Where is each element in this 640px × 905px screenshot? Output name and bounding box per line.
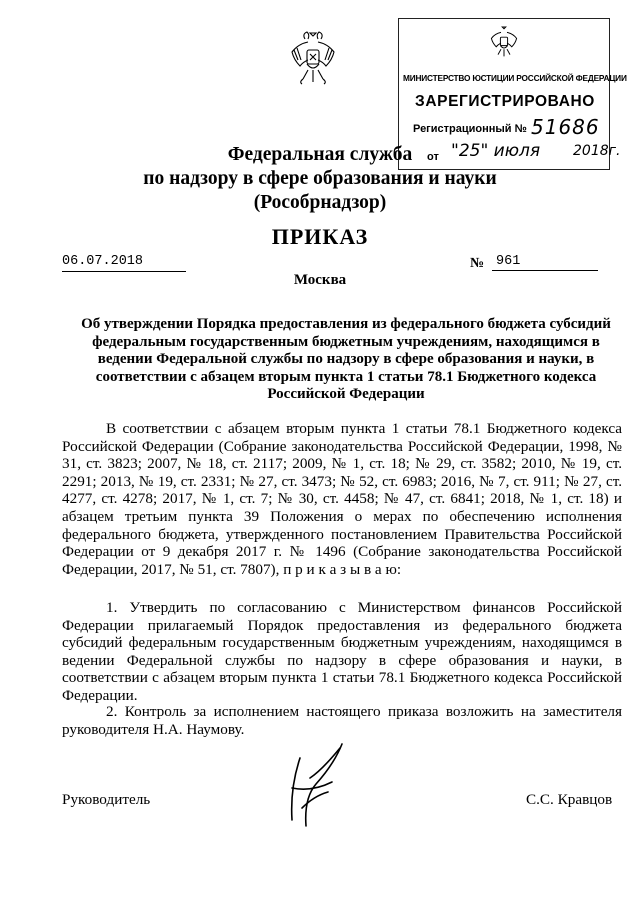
stamp-reg-label: Регистрационный № <box>413 123 527 135</box>
document-number-value: 961 <box>496 254 521 269</box>
stamp-emblem-icon <box>489 25 519 59</box>
stamp-registered: ЗАРЕГИСТРИРОВАНО <box>415 93 595 110</box>
stamp-date-prefix: от <box>427 151 439 163</box>
document-date-value: 06.07.2018 <box>62 254 144 269</box>
agency-name-line3: (Рособрнадзор) <box>253 192 387 213</box>
stamp-ministry: МИНИСТЕРСТВО ЮСТИЦИИ РОССИЙСКОЙ ФЕДЕРАЦИИ <box>403 73 627 83</box>
number-label: № <box>470 256 485 271</box>
stamp-year-handwritten: 2018г. <box>573 143 621 159</box>
item-2-text: 2. Контроль за исполнением настоящего приказа возложить на заместителя руководителя Н.А. Наумову. <box>62 703 622 738</box>
city: Москва <box>293 272 347 288</box>
document-number <box>492 254 598 271</box>
signer-position: Руководитель <box>62 791 151 808</box>
signer-name: С.С. Кравцов <box>526 791 613 808</box>
stamp-date-handwritten: "25" июля <box>451 141 541 161</box>
document-title: Об утверждении Порядка предоставления из федерального бюджета субсидий федеральным государственным бюджетным учреждениям, находящимся в ведении Федеральной службы по надзору в сфере образования и науки, в соответствии с абзацем вторым пункта 1 статьи 78.1 Бюджетного кодекса Российской Федерации <box>81 316 611 402</box>
document-date <box>62 254 186 272</box>
agency-name-line2: по надзору в сфере образования и науки <box>143 168 497 189</box>
item-1-paragraph <box>62 599 622 705</box>
item-2-paragraph <box>62 703 622 738</box>
document-type: ПРИКАЗ <box>271 224 369 249</box>
preamble-text: В соответствии с абзацем вторым пункта 1 статьи 78.1 Бюджетного кодекса Российской Федерации (Собрание законодательства Российской Федерации, 1998, № 31, ст. 3823; 2007, № 18, ст. 2117; 2009, № 1, ст. 18; № 29, ст. 3582; 2010, № 19, ст. 2291; 2013, № 19, ст. 2331; № 27, ст. 3473; № 52, ст. 6983; 2016, № 7, ст. 911; № 27, ст. 4277, ст. 4278; 2017, № 1, ст. 7; № 30, ст. 4458; № 47, ст. 6841; 2018, № 1, ст. 18) и абзацем третьим пункта 39 Положения о мерах по обеспечению исполнения федерального бюджета, утвержденного постановлением Правительства Российской Федерации от 9 декабря 2017 г. № 1496 (Собрание законодательства Российской Федерации, 2017, № 51, ст. 7807), <box>62 420 622 578</box>
preamble-paragraph <box>62 420 622 578</box>
order-word: п р и к а з ы в а ю: <box>283 560 402 578</box>
item-1-text: 1. Утвердить по согласованию с Министерством финансов Российской Федерации прилагаемый Порядок предоставления из федерального бюджета субсидий федеральным государственным бюджетным учреждениям, находящимся в ведении Федеральной службы по надзору в сфере образования и науки, в соответствии с абзацем вторым пункта 1 статьи 78.1 Бюджетного кодекса Российской Федерации. <box>62 599 622 704</box>
state-emblem-icon <box>288 30 338 86</box>
signature <box>270 738 360 834</box>
stamp-reg-number: 51686 <box>531 115 600 139</box>
agency-name-line1: Федеральная служба <box>227 144 413 165</box>
